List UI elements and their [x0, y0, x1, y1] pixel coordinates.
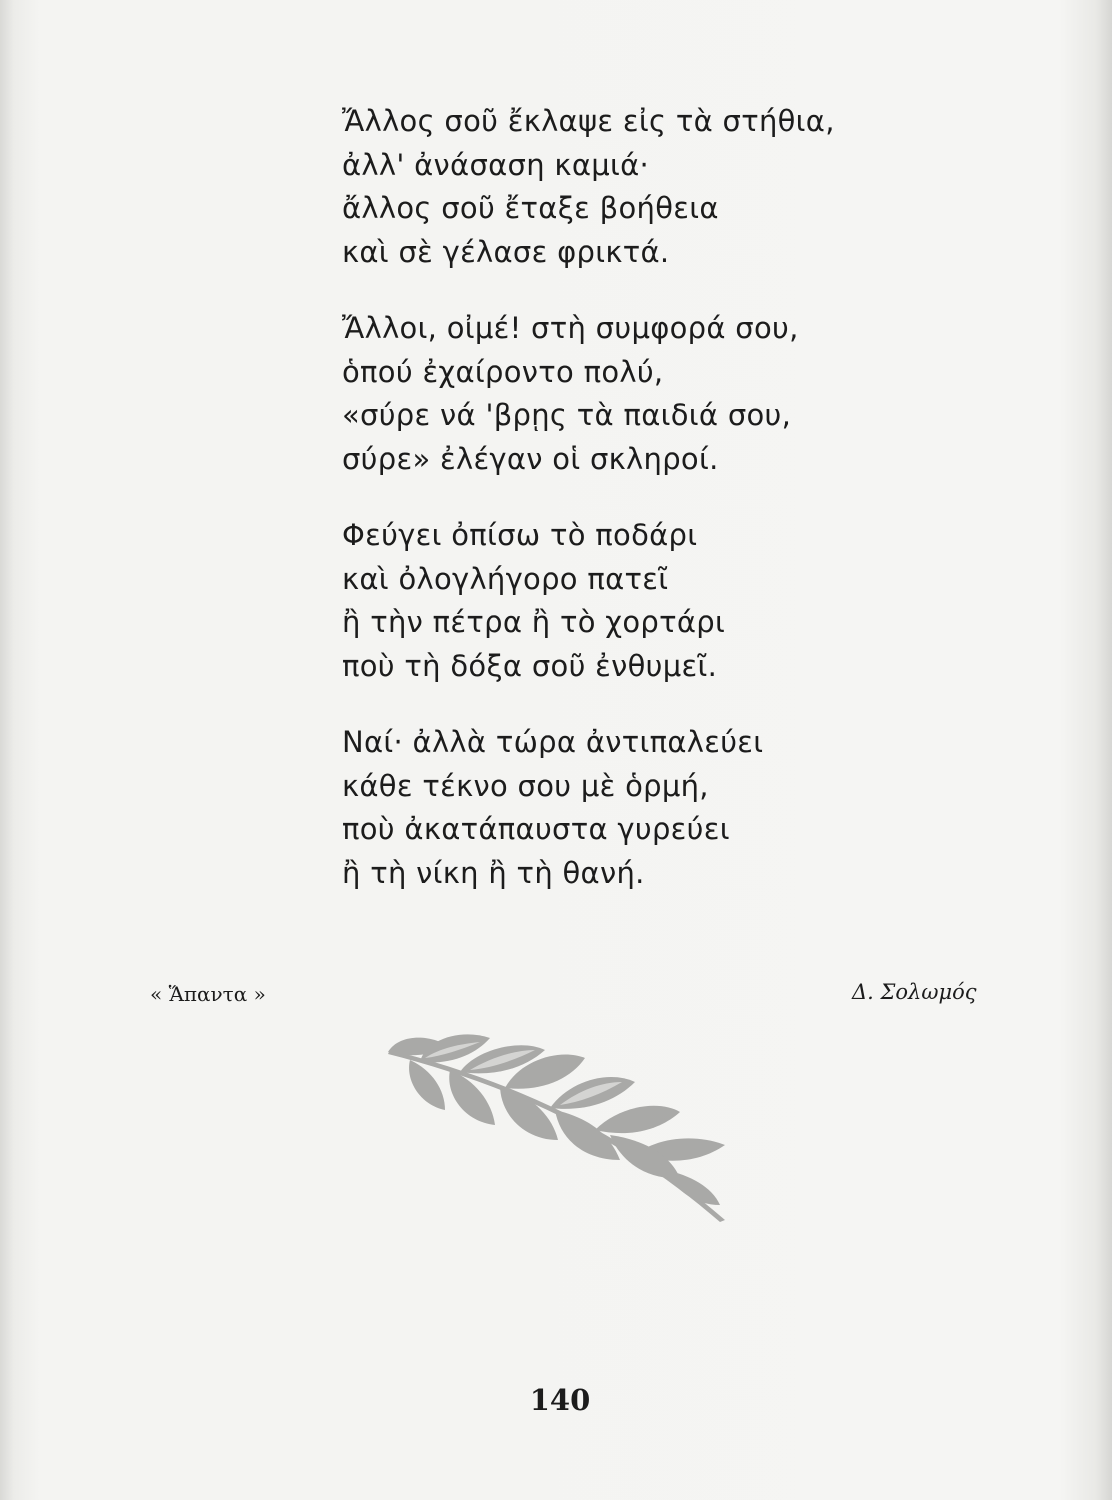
poem-line: καὶ σὲ γέλασε φρικτά. — [342, 234, 670, 269]
stanza-4 — [342, 721, 982, 895]
poem-line: ἢ τὴ νίκη ἢ τὴ θανή. — [342, 855, 645, 890]
poem-line: Ἄλλοι, οἰμέ! στὴ συμφορά σου, — [342, 311, 799, 345]
stanza-1 — [342, 100, 982, 274]
poem-line: ἢ τὴν πέτρα ἢ τὸ χορτάρι — [342, 605, 726, 639]
poem-line: Φεύγει ὀπίσω τὸ ποδάρι — [342, 518, 698, 552]
poem-line: Ἄλλος σοῦ ἔκλαψε εἰς τὰ στήθια, — [342, 104, 835, 138]
source-citation: « Ἅπαντα » — [150, 982, 266, 1006]
poem — [342, 100, 982, 928]
poem-line: ποὺ ἀκατάπαυστα γυρεύει — [342, 812, 730, 846]
olive-branch-icon — [380, 1030, 750, 1230]
poem-line: ὁπού ἐχαίροντο πολύ, — [342, 354, 664, 389]
page-number: 140 — [529, 1383, 591, 1417]
poem-line: κάθε τέκνο σου μὲ ὁρμή, — [342, 768, 709, 803]
poem-line: ποὺ τὴ δόξα σοῦ ἐνθυμεῖ. — [342, 648, 718, 683]
poem-line: ἄλλος σοῦ ἔταξε βοήθεια — [342, 191, 719, 225]
stanza-3 — [342, 514, 982, 688]
author-name: Δ. Σολωμός — [852, 980, 977, 1004]
poem-line: σύρε» ἐλέγαν οἱ σκληροί. — [342, 441, 719, 476]
poem-line: ἀλλ' ἀνάσαση καμιά· — [342, 147, 650, 182]
stanza-2 — [342, 307, 982, 481]
poem-line: καὶ ὀλογλήγορο πατεῖ — [342, 561, 669, 596]
poem-line: «σύρε νά 'βρῃς τὰ παιδιά σου, — [342, 398, 792, 432]
poem-line: Ναί· ἀλλὰ τώρα ἀντιπαλεύει — [342, 725, 764, 759]
